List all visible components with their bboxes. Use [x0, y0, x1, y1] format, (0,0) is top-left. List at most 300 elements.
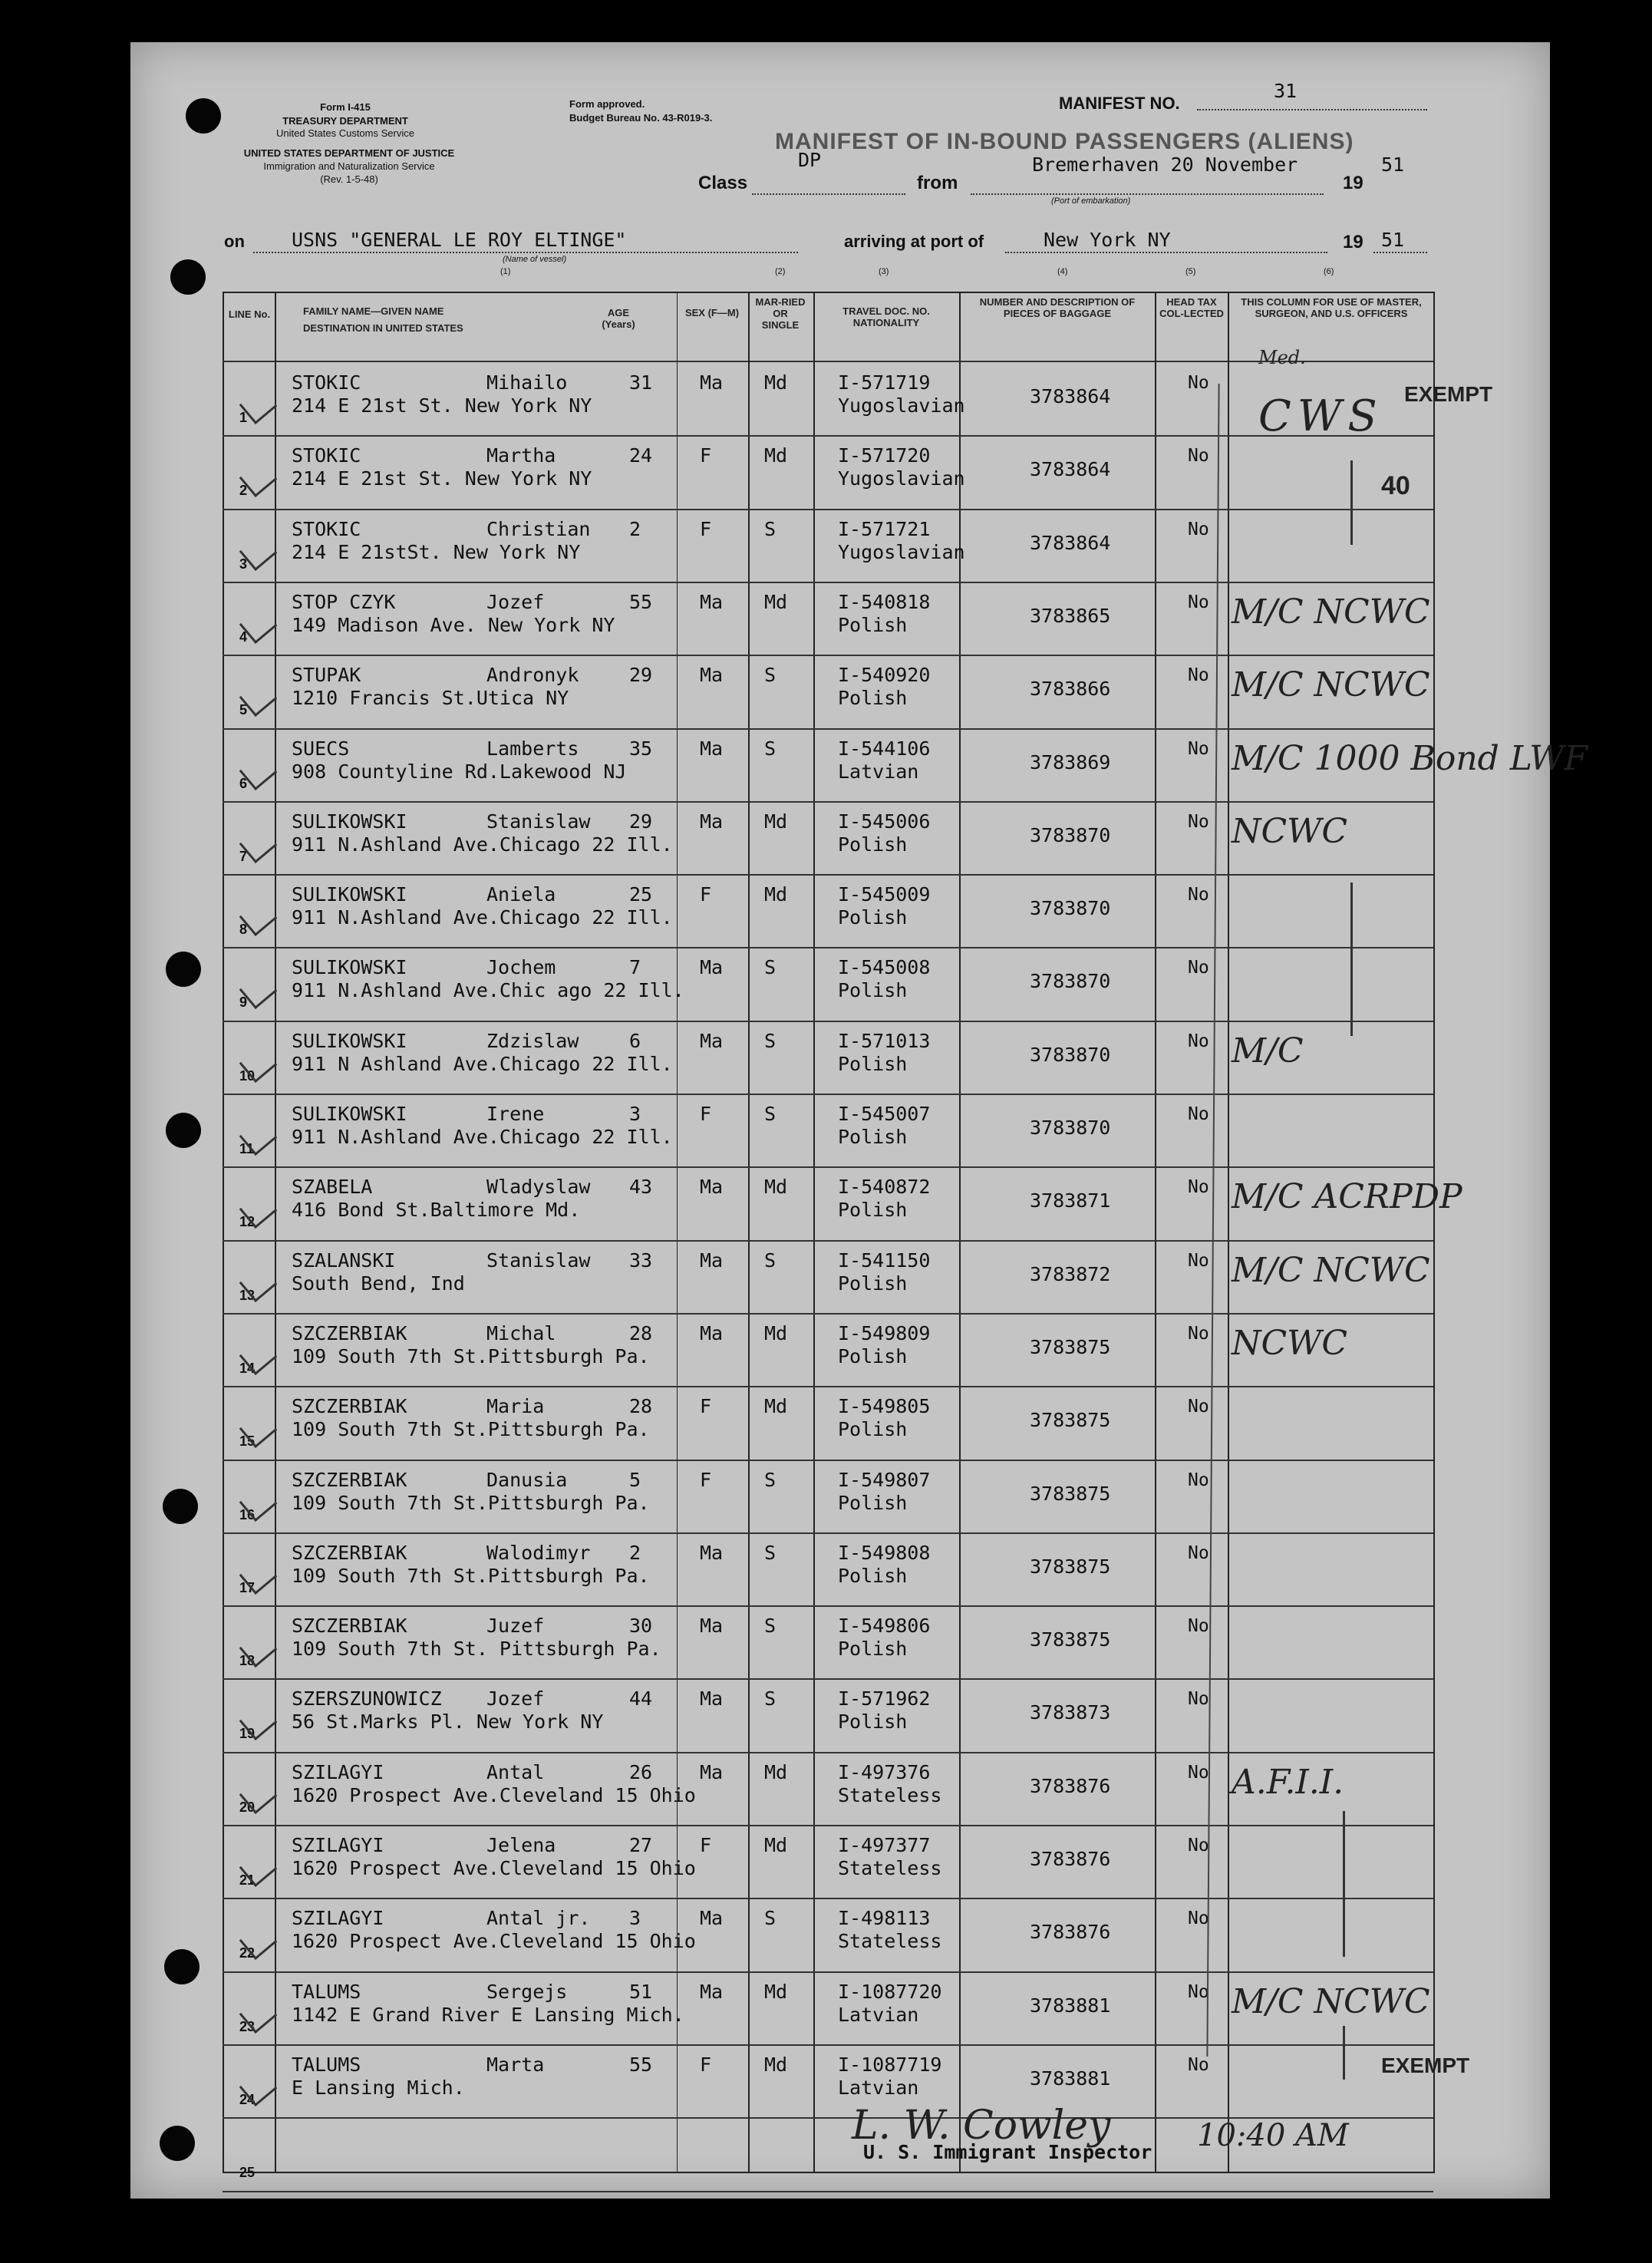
row-divider	[223, 1021, 1433, 1022]
destination: 1620 Prospect Ave.Cleveland 15 Ohio	[292, 1784, 696, 1806]
baggage-number: 3783873	[1030, 1701, 1111, 1724]
column-number: (2)	[775, 267, 786, 276]
binder-hole	[170, 259, 206, 295]
age: 29	[629, 810, 653, 833]
given-name: Jozef	[486, 591, 545, 613]
sex: Ma	[700, 371, 724, 394]
row-divider	[223, 1240, 1433, 1242]
baggage-number: 3783876	[1030, 1848, 1111, 1870]
age: 55	[629, 591, 653, 613]
line-number: 20	[239, 1800, 256, 1815]
given-name: Stanislaw	[486, 1249, 591, 1272]
header-destination: DESTINATION IN UNITED STATES	[303, 322, 463, 334]
travel-doc-number: I-549805	[838, 1395, 931, 1417]
column-number: (1)	[500, 267, 511, 276]
sex: Ma	[700, 1907, 724, 1929]
departure-year: 51	[1381, 153, 1405, 176]
officer-note: M/C ACRPDP	[1232, 1177, 1462, 1216]
row-divider	[223, 1532, 1433, 1534]
sex: F	[700, 1395, 712, 1417]
sex: F	[700, 1469, 712, 1491]
marital-status: Md	[764, 1322, 788, 1344]
given-name: Christian	[486, 518, 591, 540]
row-divider	[223, 582, 1433, 583]
family-name: SULIKOWSKI	[292, 956, 407, 978]
row-divider	[223, 1971, 1433, 1973]
destination: 109 South 7th St.Pittsburgh Pa.	[292, 1345, 650, 1367]
line-number: 9	[239, 995, 248, 1010]
marital-status: S	[764, 1469, 777, 1491]
binder-hole	[160, 2126, 195, 2161]
destination: South Bend, Ind	[292, 1272, 465, 1295]
binder-hole	[166, 952, 201, 987]
baggage-number: 3783864	[1030, 385, 1111, 407]
travel-doc-number: I-1087720	[838, 1981, 942, 2003]
family-name: TALUMS	[292, 2054, 361, 2076]
column-number: (3)	[879, 267, 889, 276]
row-divider	[223, 1313, 1433, 1315]
head-tax: No	[1188, 1689, 1209, 1709]
nationality: Polish	[838, 1492, 908, 1514]
number-40-stamp: 40	[1381, 471, 1410, 500]
baggage-number: 3783872	[1030, 1263, 1111, 1285]
baggage-number: 3783864	[1030, 458, 1111, 480]
head-tax: No	[1188, 1324, 1209, 1344]
destination: 1620 Prospect Ave.Cleveland 15 Ohio	[292, 1930, 696, 1952]
travel-doc-number: I-545006	[838, 810, 931, 833]
row-divider	[223, 801, 1433, 803]
nationality: Polish	[838, 1053, 908, 1075]
marital-status: S	[764, 1030, 777, 1052]
marital-status: Md	[764, 2054, 788, 2076]
head-tax: No	[1188, 1251, 1209, 1271]
nationality: Polish	[838, 1418, 908, 1440]
marital-status: S	[764, 664, 777, 686]
destination: 1142 E Grand River E Lansing Mich.	[292, 2004, 684, 2026]
budget-bureau: Budget Bureau No. 43-R019-3.	[569, 112, 713, 124]
binder-hole	[166, 1113, 201, 1148]
age: 24	[629, 444, 653, 467]
line-number: 11	[239, 1141, 255, 1156]
destination: 109 South 7th St.Pittsburgh Pa.	[292, 1492, 650, 1514]
row-divider	[223, 1166, 1433, 1168]
nationality: Polish	[838, 1272, 908, 1295]
line-number: 2	[239, 483, 248, 498]
row-divider	[223, 435, 1433, 437]
given-name: Danusia	[486, 1469, 568, 1491]
nationality: Polish	[838, 614, 908, 636]
line-number: 7	[239, 849, 248, 864]
nationality: Yugoslavian	[838, 541, 965, 563]
age: 26	[629, 1761, 653, 1783]
sex: Ma	[700, 1322, 724, 1344]
nationality: Polish	[838, 906, 908, 929]
family-name: SZCZERBIAK	[292, 1395, 407, 1417]
marital-status: Md	[764, 591, 788, 613]
family-name: SZABELA	[292, 1176, 373, 1198]
column-number: (4)	[1057, 267, 1068, 276]
given-name: Michal	[486, 1322, 556, 1344]
head-tax: No	[1188, 2055, 1209, 2075]
age: 28	[629, 1322, 653, 1344]
family-name: SZCZERBIAK	[292, 1615, 407, 1637]
line-number: 16	[239, 1507, 256, 1522]
line-number: 22	[239, 1945, 256, 1961]
manifest-table	[223, 292, 1435, 2173]
head-tax: No	[1188, 958, 1209, 978]
travel-doc-number: I-497376	[838, 1761, 931, 1783]
destination: 109 South 7th St. Pittsburgh Pa.	[292, 1638, 661, 1660]
row-divider	[223, 947, 1433, 948]
class-value: DP	[798, 149, 822, 171]
row-divider	[223, 655, 1433, 656]
age: 6	[629, 1030, 641, 1052]
age: 28	[629, 1395, 653, 1417]
row-divider	[223, 1094, 1433, 1095]
head-tax: No	[1188, 885, 1209, 905]
given-name: Walodimyr	[486, 1542, 591, 1564]
family-name: SZILAGYI	[292, 1761, 384, 1783]
line-number: 14	[239, 1361, 256, 1376]
travel-doc-number: I-497377	[838, 1834, 931, 1856]
marital-status: S	[764, 956, 777, 978]
header-married: MAR-RIED OR SINGLE	[755, 296, 806, 331]
row-divider	[223, 1605, 1433, 1607]
baggage-number: 3783870	[1030, 824, 1111, 846]
baggage-number: 3783870	[1030, 970, 1111, 992]
travel-doc-number: I-545007	[838, 1103, 931, 1125]
age: 43	[629, 1176, 653, 1198]
marital-status: Md	[764, 1395, 788, 1417]
travel-doc-number: I-540818	[838, 591, 931, 613]
header-age: AGE (Years)	[602, 307, 635, 330]
marital-status: Md	[764, 444, 788, 467]
sex: F	[700, 444, 712, 467]
marital-status: S	[764, 1907, 777, 1929]
on-label: on	[224, 232, 245, 251]
ins-label: Immigration and Naturalization Service	[263, 160, 435, 172]
sex: F	[700, 883, 712, 906]
sex: Ma	[700, 956, 724, 978]
head-tax: No	[1188, 373, 1209, 393]
given-name: Sergejs	[486, 1981, 568, 2003]
sex: Ma	[700, 591, 724, 613]
header-travel-doc: TRAVEL DOC. NO. NATIONALITY	[842, 305, 930, 328]
baggage-number: 3783870	[1030, 1117, 1111, 1139]
given-name: Maria	[486, 1395, 545, 1417]
baggage-number: 3783869	[1030, 751, 1111, 774]
age: 51	[629, 1981, 653, 2003]
head-tax: No	[1188, 812, 1209, 832]
destination: 214 E 21st St. New York NY	[292, 467, 592, 490]
inspector-label: U. S. Immigrant Inspector	[863, 2141, 1152, 2163]
baggage-number: 3783870	[1030, 1044, 1111, 1066]
head-tax: No	[1188, 1031, 1209, 1051]
inspector-signature: L. W. Cowley	[852, 2103, 1111, 2149]
nationality: Latvian	[838, 2077, 919, 2099]
nationality: Stateless	[838, 1857, 942, 1879]
age: 55	[629, 2054, 653, 2076]
destination: 908 Countyline Rd.Lakewood NJ	[292, 760, 627, 783]
officer-note: NCWC	[1232, 812, 1348, 851]
line-number: 5	[239, 702, 248, 717]
head-tax: No	[1188, 1616, 1209, 1636]
destination: 214 E 21st St. New York NY	[292, 394, 592, 417]
line-number: 10	[239, 1068, 256, 1084]
travel-doc-number: I-571013	[838, 1030, 931, 1052]
head-tax: No	[1188, 1982, 1209, 2002]
marital-status: Md	[764, 1761, 788, 1783]
line-number: 21	[239, 1872, 256, 1888]
nationality: Polish	[838, 1199, 908, 1221]
travel-doc-number: I-544106	[838, 737, 931, 760]
destination: 416 Bond St.Baltimore Md.	[292, 1199, 581, 1221]
form-number: Form I-415	[320, 101, 371, 113]
sex: Ma	[700, 664, 724, 686]
destination: 911 N Ashland Ave.Chicago 22 Ill.	[292, 1053, 673, 1075]
travel-doc-number: I-1087719	[838, 2054, 942, 2076]
form-revision: (Rev. 1-5-48)	[320, 173, 378, 185]
destination: 1620 Prospect Ave.Cleveland 15 Ohio	[292, 1857, 696, 1879]
line-number: 8	[239, 922, 248, 937]
line-number: 1	[239, 410, 248, 425]
family-name: SZCZERBIAK	[292, 1469, 407, 1491]
year-prefix: 19	[1343, 173, 1363, 193]
destination: 109 South 7th St.Pittsburgh Pa.	[292, 1418, 650, 1440]
family-name: TALUMS	[292, 1981, 361, 2003]
row-divider	[223, 1752, 1433, 1753]
head-tax: No	[1188, 1470, 1209, 1490]
line-number: 4	[239, 629, 248, 645]
head-tax: No	[1188, 446, 1209, 466]
baggage-number: 3783875	[1030, 1555, 1111, 1578]
travel-doc-number: I-571721	[838, 518, 931, 540]
nationality: Stateless	[838, 1784, 942, 1806]
given-name: Jochem	[486, 956, 556, 978]
marital-status: Md	[764, 371, 788, 394]
age: 44	[629, 1687, 653, 1710]
baggage-number: 3783864	[1030, 532, 1111, 554]
port-embarkation-label: (Port of embarkation)	[1051, 196, 1131, 206]
baggage-number: 3783876	[1030, 1775, 1111, 1797]
marital-status: Md	[764, 1834, 788, 1856]
travel-doc-number: I-498113	[838, 1907, 931, 1929]
line-number: 12	[239, 1214, 256, 1229]
family-name: SZALANSKI	[292, 1249, 396, 1272]
destination: 149 Madison Ave. New York NY	[292, 614, 615, 636]
age: 35	[629, 737, 653, 760]
arrival-port: New York NY	[1044, 229, 1171, 251]
age: 30	[629, 1615, 653, 1637]
age: 27	[629, 1834, 653, 1856]
manifest-title: MANIFEST OF IN-BOUND PASSENGERS (ALIENS)	[775, 129, 1354, 154]
row-divider	[223, 1460, 1433, 1461]
officer-note: M/C NCWC	[1232, 592, 1430, 632]
family-name: SULIKOWSKI	[292, 1103, 407, 1125]
nationality: Polish	[838, 1345, 908, 1367]
baggage-number: 3783875	[1030, 1483, 1111, 1505]
baggage-number: 3783866	[1030, 678, 1111, 700]
baggage-number: 3783875	[1030, 1336, 1111, 1358]
baggage-number: 3783871	[1030, 1189, 1111, 1212]
nationality: Polish	[838, 1710, 908, 1733]
given-name: Stanislaw	[486, 810, 591, 833]
destination: 911 N.Ashland Ave.Chic ago 22 Ill.	[292, 979, 684, 1001]
given-name: Wladyslaw	[486, 1176, 591, 1198]
head-tax: No	[1188, 592, 1209, 612]
marital-status: S	[764, 737, 777, 760]
vessel-label: (Name of vessel)	[503, 255, 567, 264]
sex: Ma	[700, 1615, 724, 1637]
time-annotation: 10:40 AM	[1197, 2118, 1349, 2153]
line-number: 25	[239, 2165, 256, 2180]
sex: Ma	[700, 810, 724, 833]
destination: E Lansing Mich.	[292, 2077, 465, 2099]
family-name: SULIKOWSKI	[292, 810, 407, 833]
nationality: Stateless	[838, 1930, 942, 1952]
given-name: Juzef	[486, 1615, 545, 1637]
given-name: Marta	[486, 2054, 545, 2076]
given-name: Andronyk	[486, 664, 579, 686]
officer-note: NCWC	[1232, 1324, 1348, 1363]
baggage-number: 3783875	[1030, 1409, 1111, 1431]
travel-doc-number: I-549808	[838, 1542, 931, 1564]
marital-status: S	[764, 1249, 777, 1272]
head-tax: No	[1188, 1177, 1209, 1197]
age: 29	[629, 664, 653, 686]
vessel-name: USNS "GENERAL LE ROY ELTINGE"	[292, 229, 627, 251]
form-approved: Form approved.	[569, 98, 645, 110]
baggage-number: 3783875	[1030, 1628, 1111, 1651]
age: 25	[629, 883, 653, 906]
column-number: (6)	[1324, 267, 1334, 276]
class-label: Class	[698, 173, 748, 193]
sex: Ma	[700, 1542, 724, 1564]
marital-status: S	[764, 518, 777, 540]
marital-status: Md	[764, 1981, 788, 2003]
destination: 214 E 21stSt. New York NY	[292, 541, 581, 563]
nationality: Polish	[838, 979, 908, 1001]
header-head-tax: HEAD TAX COL-LECTED	[1159, 296, 1224, 319]
given-name: Martha	[486, 444, 556, 467]
from-label: from	[917, 173, 958, 193]
travel-doc-number: I-545009	[838, 883, 931, 906]
family-name: SZERSZUNOWICZ	[292, 1687, 442, 1710]
baggage-number: 3783881	[1030, 1994, 1111, 2017]
officer-note: M/C NCWC	[1232, 1982, 1430, 2021]
marital-status: S	[764, 1615, 777, 1637]
line-number: 6	[239, 776, 248, 791]
marital-status: Md	[764, 1176, 788, 1198]
family-name: STUPAK	[292, 664, 361, 686]
travel-doc-number: I-540920	[838, 664, 931, 686]
manifest-number: 31	[1274, 80, 1298, 102]
officer-note: M/C	[1232, 1031, 1304, 1070]
head-tax: No	[1188, 520, 1209, 539]
nationality: Yugoslavian	[838, 394, 965, 417]
baggage-number: 3783881	[1030, 2067, 1111, 2090]
marital-status: Md	[764, 810, 788, 833]
line-number: 3	[239, 556, 248, 572]
officer-note: M/C NCWC	[1232, 665, 1430, 704]
row-divider	[223, 2044, 1433, 2046]
family-name: STOKIC	[292, 444, 361, 467]
marital-status: S	[764, 1103, 777, 1125]
family-name: SULIKOWSKI	[292, 1030, 407, 1052]
nationality: Polish	[838, 687, 908, 709]
row-divider	[223, 2191, 1433, 2192]
row-divider	[223, 728, 1433, 730]
nationality: Polish	[838, 1565, 908, 1587]
given-name: Jozef	[486, 1687, 545, 1710]
row-divider	[223, 1825, 1433, 1826]
sex: Ma	[700, 1687, 724, 1710]
baggage-number: 3783865	[1030, 605, 1111, 627]
destination: 1210 Francis St.Utica NY	[292, 687, 569, 709]
year-prefix-2: 19	[1343, 232, 1363, 252]
header-name: FAMILY NAME—GIVEN NAME	[303, 305, 444, 317]
manifest-no-label: MANIFEST NO.	[1059, 94, 1180, 113]
nationality: Polish	[838, 1638, 908, 1660]
arriving-label: arriving at port of	[844, 232, 984, 251]
travel-doc-number: I-571962	[838, 1687, 931, 1710]
line-number: 19	[239, 1726, 256, 1741]
cws-annotation: CWS	[1258, 391, 1383, 441]
row-divider	[223, 1898, 1433, 1899]
family-name: STOP CZYK	[292, 591, 396, 613]
exempt-stamp-bottom: EXEMPT	[1381, 2054, 1470, 2077]
binder-hole	[163, 1489, 198, 1524]
baggage-number: 3783876	[1030, 1921, 1111, 1943]
medical-note: Med.	[1258, 347, 1306, 368]
header-sex: SEX (F—M)	[684, 307, 740, 318]
sex: F	[700, 518, 712, 540]
nationality: Polish	[838, 833, 908, 856]
row-divider	[223, 509, 1433, 510]
given-name: Aniela	[486, 883, 556, 906]
given-name: Zdzislaw	[486, 1030, 579, 1052]
arrival-year: 51	[1381, 229, 1405, 251]
line-number: 24	[239, 2092, 256, 2107]
sex: Ma	[700, 1030, 724, 1052]
travel-doc-number: I-549807	[838, 1469, 931, 1491]
exempt-stamp-top: EXEMPT	[1404, 382, 1493, 406]
nationality: Latvian	[838, 2004, 919, 2026]
travel-doc-number: I-549809	[838, 1322, 931, 1344]
sex: F	[700, 2054, 712, 2076]
head-tax: No	[1188, 1763, 1209, 1783]
marital-status: S	[764, 1687, 777, 1710]
age: 3	[629, 1103, 641, 1125]
head-tax: No	[1188, 665, 1209, 685]
sex: F	[700, 1834, 712, 1856]
line-number: 23	[239, 2019, 256, 2034]
marital-status: Md	[764, 883, 788, 906]
head-tax: No	[1188, 739, 1209, 759]
officer-note: M/C NCWC	[1232, 1251, 1430, 1290]
age: 7	[629, 956, 641, 978]
head-tax: No	[1188, 1397, 1209, 1417]
age: 5	[629, 1469, 641, 1491]
treasury-department: TREASURY DEPARTMENT	[282, 115, 408, 127]
family-name: SZCZERBIAK	[292, 1542, 407, 1564]
given-name: Antal	[486, 1761, 545, 1783]
age: 33	[629, 1249, 653, 1272]
destination: 911 N.Ashland Ave.Chicago 22 Ill.	[292, 833, 673, 856]
given-name: Irene	[486, 1103, 545, 1125]
line-number: 15	[239, 1433, 256, 1449]
family-name: SZILAGYI	[292, 1907, 384, 1929]
